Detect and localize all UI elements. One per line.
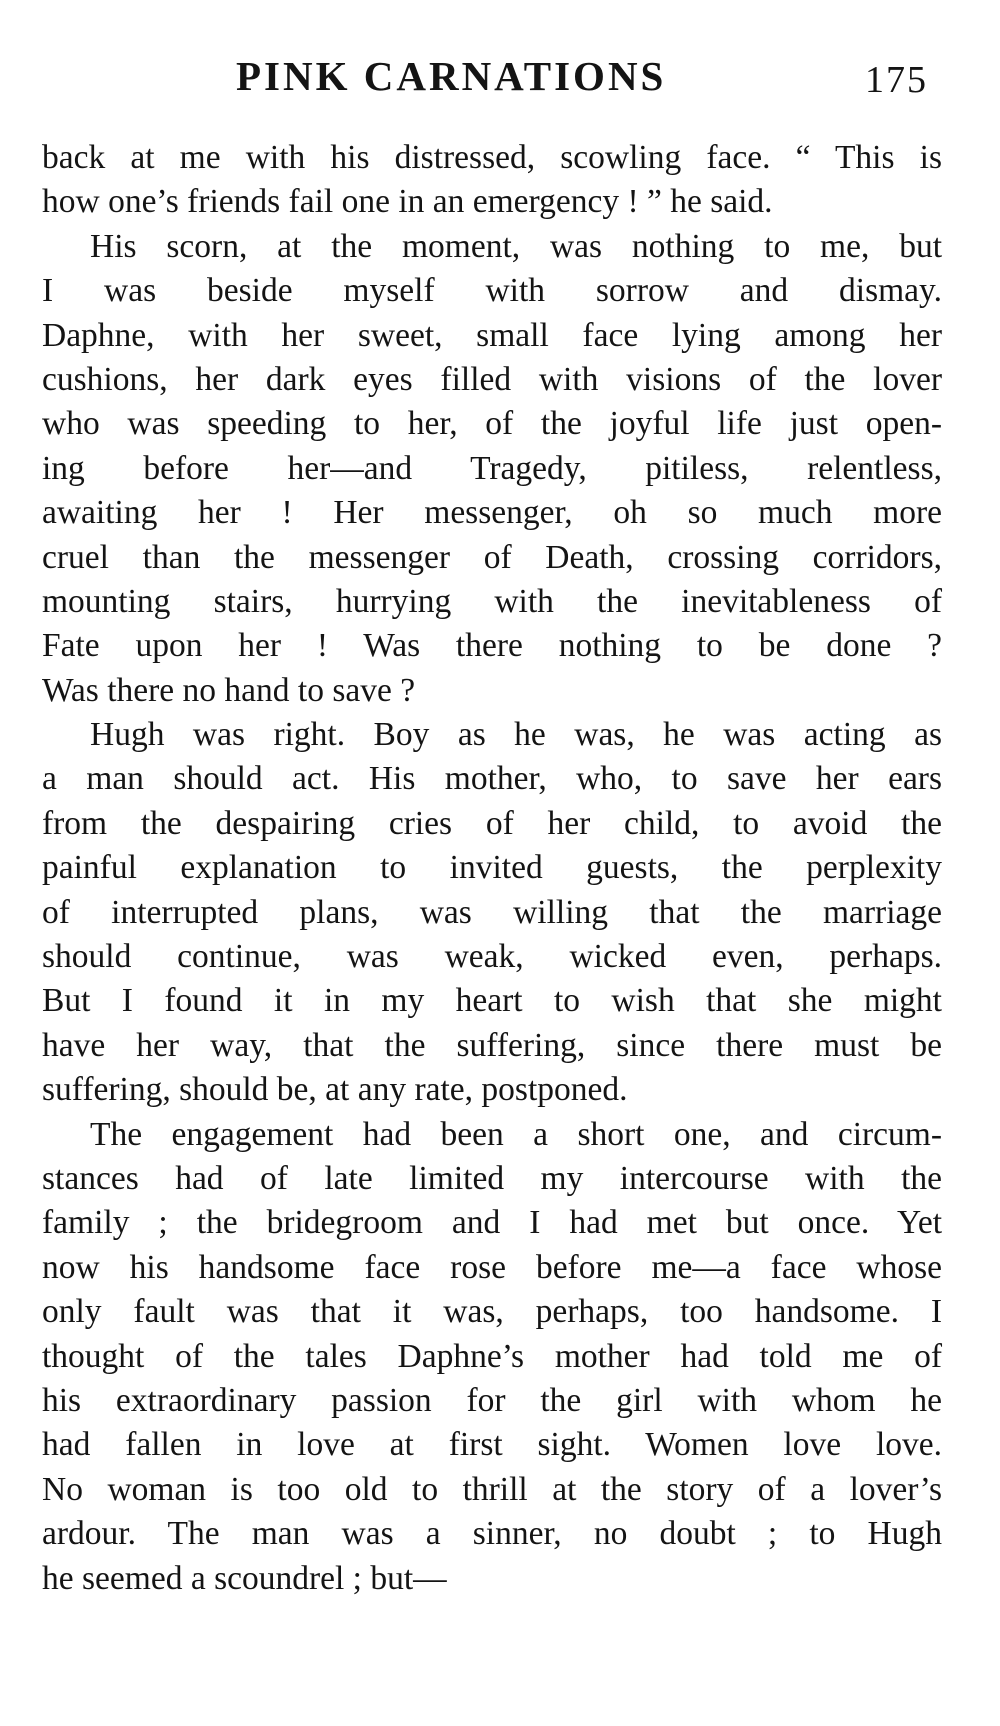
text-line: cruel than the messenger of Death, crossing corridors, [42, 538, 942, 576]
text-line: awaiting her ! Her messenger, oh so much more [42, 494, 942, 532]
text-line: The engagement had been a short one, and circum- [90, 1115, 942, 1153]
text-line: how one’s friends fail one in an emergency ! ” he said. [42, 183, 773, 221]
paragraph [42, 1113, 942, 1601]
text-line: of interrupted plans, was willing that the marriage [42, 893, 942, 931]
text-line: only fault was that it was, perhaps, too handsome. I [42, 1293, 942, 1331]
paragraph-continuation [42, 136, 942, 225]
text-line: cushions, her dark eyes filled with visions of the lover [42, 360, 942, 398]
text-line: Fate upon her ! Was there nothing to be done ? [42, 627, 942, 665]
text-line: thought of the tales Daphne’s mother had told me of [42, 1337, 942, 1375]
text-line: should continue, was weak, wicked even, perhaps. [42, 938, 942, 976]
text-line: had fallen in love at first sight. Women love love. [42, 1426, 942, 1464]
text-line: His scorn, at the moment, was nothing to me, but [90, 227, 942, 265]
text-line: No woman is too old to thrill at the story of a lover’s [42, 1470, 942, 1508]
text-line: mounting stairs, hurrying with the inevitableness of [42, 582, 942, 620]
paragraph [42, 225, 942, 713]
text-line: have her way, that the suffering, since there must be [42, 1026, 942, 1064]
text-line: ardour. The man was a sinner, no doubt ; to Hugh [42, 1515, 942, 1553]
text-line: suffering, should be, at any rate, postponed. [42, 1071, 628, 1109]
paragraph [42, 713, 942, 1113]
text-line: he seemed a scoundrel ; but— [42, 1559, 447, 1597]
text-line: who was speeding to her, of the joyful life just open- [42, 405, 942, 443]
text-line: family ; the bridegroom and I had met but once. Yet [42, 1204, 942, 1242]
text-line: ing before her—and Tragedy, pitiless, relentless, [42, 449, 942, 487]
text-line: I was beside myself with sorrow and dismay. [42, 272, 942, 310]
text-line: back at me with his distressed, scowling face. “ This is [42, 139, 942, 176]
text-line: from the despairing cries of her child, to avoid the [42, 804, 942, 842]
text-line: a man should act. His mother, who, to save her ears [42, 760, 942, 798]
text-line: now his handsome face rose before me—a face whose [42, 1248, 942, 1286]
text-line: stances had of late limited my intercourse with the [42, 1159, 942, 1197]
body-text [42, 136, 942, 1601]
text-line: his extraordinary passion for the girl with whom he [42, 1381, 942, 1419]
page-number: 175 [865, 59, 928, 101]
text-line: Was there no hand to save ? [42, 671, 416, 709]
text-line: painful explanation to invited guests, the perplexity [42, 849, 942, 887]
running-title: PINK CARNATIONS [236, 53, 667, 99]
text-line: Hugh was right. Boy as he was, he was acting as [90, 716, 942, 754]
text-line: Daphne, with her sweet, small face lying among her [42, 316, 942, 354]
text-line: But I found it in my heart to wish that she might [42, 982, 942, 1020]
